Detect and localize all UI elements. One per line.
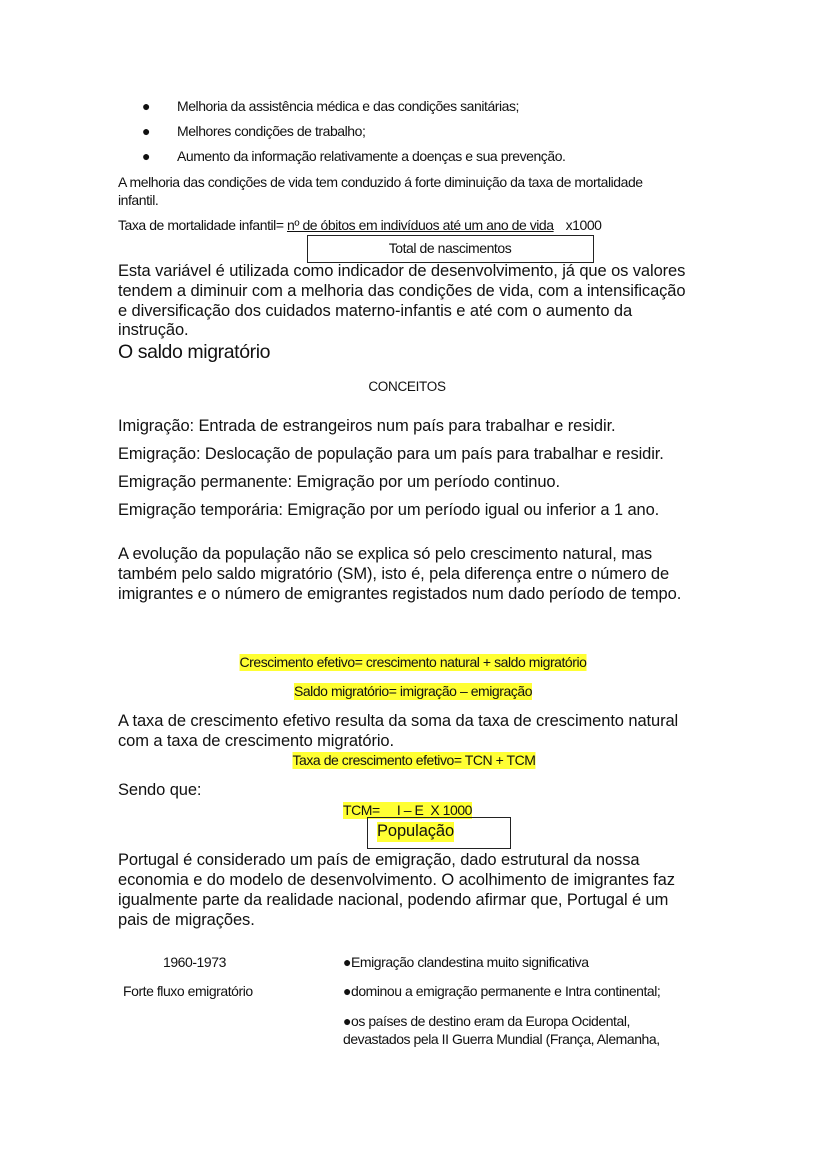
table-point: devastados pela II Guerra Mundial (França, Alemanha, — [343, 1031, 660, 1047]
paragraph-line: tendem a diminuir com a melhoria das condições de vida, com a intensificação — [118, 282, 686, 300]
mortality-formula — [118, 217, 602, 234]
paragraph-line: infantil. — [118, 192, 159, 208]
paragraph-line: imigrantes e o número de emigrantes registados num dado período de tempo. — [118, 585, 682, 603]
bullet-icon: ● — [142, 123, 151, 139]
sendo-que-label: Sendo que: — [118, 781, 202, 799]
paragraph-line: Esta variável é utilizada como indicador de desenvolvimento, já que os valores — [118, 262, 686, 280]
table-label: Forte fluxo emigratório — [123, 983, 253, 999]
formula-numerator: nº de óbitos em indivíduos até um ano de vida — [287, 217, 554, 233]
bullet-icon: ● — [142, 148, 151, 164]
concept-item: Emigração permanente: Emigração por um período continuo. — [118, 473, 560, 491]
section-title: O saldo migratório — [118, 341, 271, 363]
rate-formula: Taxa de crescimento efetivo= TCN + TCM — [292, 752, 536, 768]
bullet-item: Aumento da informação relativamente a doenças e sua prevenção. — [177, 148, 566, 164]
bullet-item: Melhoria da assistência médica e das condições sanitárias; — [177, 98, 519, 114]
paragraph-line: com a taxa de crescimento migratório. — [118, 732, 394, 750]
formula-multiplier: x1000 — [565, 217, 602, 233]
paragraph-line: A evolução da população não se explica só pelo crescimento natural, mas — [118, 545, 653, 563]
table-point: ●Emigração clandestina muito significativa — [343, 954, 589, 970]
paragraph-line: A melhoria das condições de vida tem conduzido á forte diminuição da taxa de mortalidade — [118, 174, 643, 190]
concept-item: Emigração: Deslocação de população para um país para trabalhar e residir. — [118, 445, 664, 463]
balance-formula: Saldo migratório= imigração – emigração — [293, 683, 533, 699]
concept-item: Emigração temporária: Emigração por um período igual ou inferior a 1 ano. — [118, 501, 660, 519]
bullet-item: Melhores condições de trabalho; — [177, 123, 366, 139]
paragraph-line: economia e do modelo de desenvolvimento. O acolhimento de imigrantes faz — [118, 871, 675, 889]
table-point: ●os países de destino eram da Europa Ocidental, — [343, 1013, 630, 1029]
paragraph-line: pais de migrações. — [118, 911, 255, 929]
paragraph-line: também pelo saldo migratório (SM), isto é, pela diferença entre o número de — [118, 565, 670, 583]
paragraph-line: igualmente parte da realidade nacional, podendo afirmar que, Portugal é um — [118, 891, 669, 909]
concepts-title: CONCEITOS — [368, 379, 446, 394]
concept-item: Imigração: Entrada de estrangeiros num país para trabalhar e residir. — [118, 417, 616, 435]
paragraph-line: Portugal é considerado um país de emigração, dado estrutural da nossa — [118, 851, 640, 869]
table-point: ●dominou a emigração permanente e Intra continental; — [343, 983, 661, 999]
growth-formula: Crescimento efetivo= crescimento natural + saldo migratório — [239, 654, 587, 670]
paragraph-line: e diversificação dos cuidados materno-infantis e até com o aumento da — [118, 302, 633, 320]
paragraph-line: A taxa de crescimento efetivo resulta da soma da taxa de crescimento natural — [118, 712, 679, 730]
formula-denominator: Total de nascimentos — [388, 240, 512, 256]
tcm-denominator: População — [377, 822, 455, 840]
paragraph-line: instrução. — [118, 321, 189, 339]
bullet-icon: ● — [142, 98, 151, 114]
formula-label: Taxa de mortalidade infantil= — [118, 217, 287, 233]
tcm-formula: TCM= I – E X 1000 — [343, 802, 472, 818]
table-period: 1960-1973 — [163, 954, 226, 970]
